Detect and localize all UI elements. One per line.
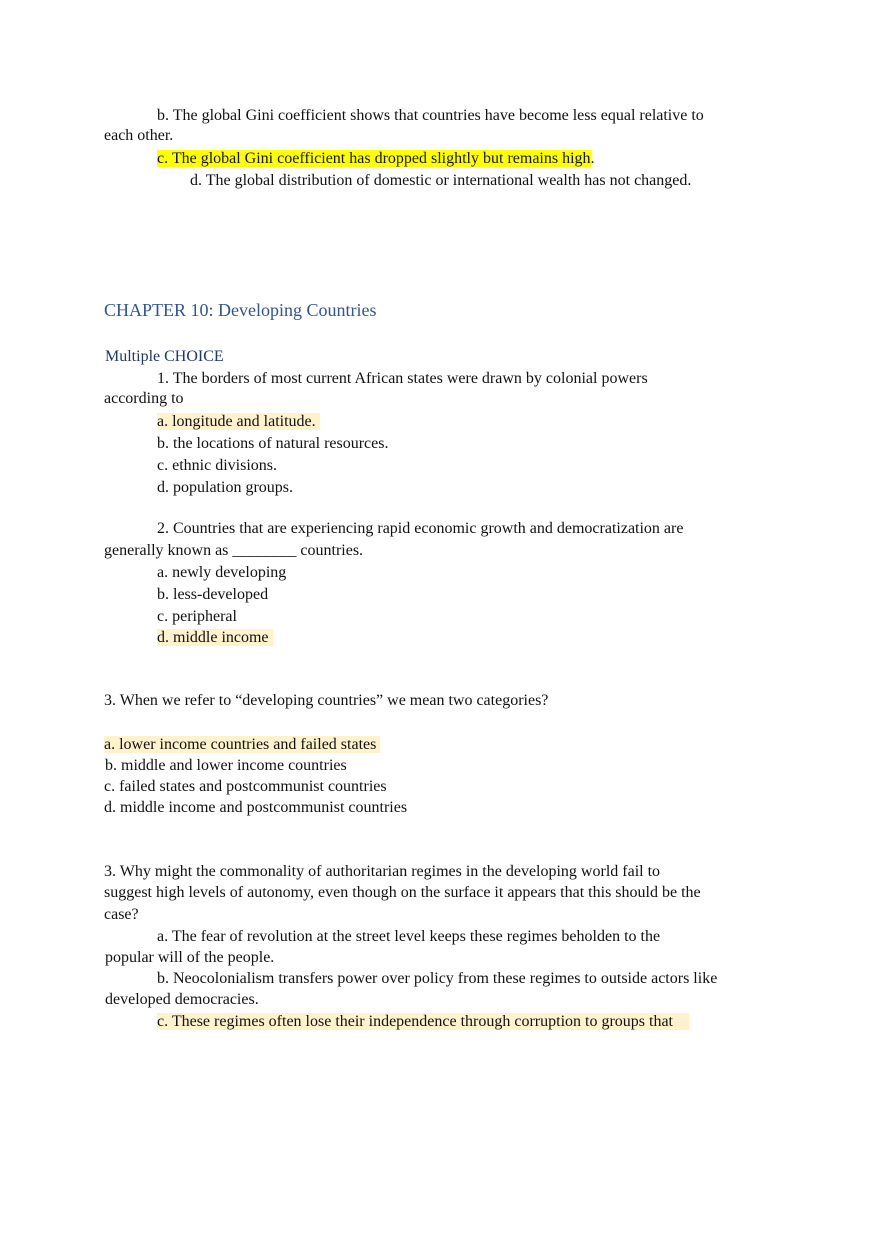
prev-option-d: d. The global distribution of domestic or international wealth has not changed. xyxy=(190,172,692,189)
q4-option-c-line1 xyxy=(157,1012,689,1032)
q1-option-c: c. ethnic divisions. xyxy=(157,457,277,474)
q2-option-d xyxy=(157,628,273,648)
q1-option-a xyxy=(157,412,320,432)
q4-stem-line3: case? xyxy=(104,906,139,923)
q3-option-c: c. failed states and postcommunist countries xyxy=(104,778,387,795)
prev-option-c-period: . xyxy=(590,150,595,167)
q1-answer-highlight: a. longitude and latitude. xyxy=(157,413,320,430)
q2-stem-line2: generally known as ________ countries. xyxy=(104,542,364,559)
prev-option-c xyxy=(157,149,595,169)
q2-option-b: b. less-developed xyxy=(157,586,269,603)
q1-option-b: b. the locations of natural resources. xyxy=(157,435,389,452)
q3-answer-highlight: a. lower income countries and failed states xyxy=(104,736,380,753)
q4-option-b-line1: b. Neocolonialism transfers power over policy from these regimes to outside actors like xyxy=(157,970,718,987)
q1-stem-line1: 1. The borders of most current African states were drawn by colonial powers xyxy=(157,370,648,387)
q4-option-a-line2: popular will of the people. xyxy=(105,949,275,966)
q1-option-d: d. population groups. xyxy=(157,479,293,496)
q3-option-d: d. middle income and postcommunist countries xyxy=(104,799,408,816)
q3-stem: 3. When we refer to “developing countries” we mean two categories? xyxy=(104,692,549,709)
q3-option-b: b. middle and lower income countries xyxy=(105,757,347,774)
q2-answer-highlight: d. middle income xyxy=(157,629,273,646)
q4-stem-line2: suggest high levels of autonomy, even though on the surface it appears that this should be the xyxy=(104,884,701,901)
q4-stem-line1: 3. Why might the commonality of authoritarian regimes in the developing world fail to xyxy=(104,863,661,880)
chapter-title: CHAPTER 10: Developing Countries xyxy=(104,300,377,320)
q4-answer-highlight: c. These regimes often lose their independence through corruption to groups that xyxy=(157,1013,689,1030)
q2-stem-line1: 2. Countries that are experiencing rapid economic growth and democratization are xyxy=(157,520,684,537)
prev-option-b-line1: b. The global Gini coefficient shows that countries have become less equal relative to xyxy=(157,107,704,124)
q4-option-b-line2: developed democracies. xyxy=(105,991,259,1008)
prev-option-c-highlight: c. The global Gini coefficient has dropped slightly but remains high xyxy=(157,150,591,167)
q3-option-a xyxy=(104,735,380,755)
q4-option-a-line1: a. The fear of revolution at the street level keeps these regimes beholden to the xyxy=(157,928,661,945)
section-heading: Multiple CHOICE xyxy=(105,348,224,365)
q1-stem-line2: according to xyxy=(104,390,184,407)
q2-option-c: c. peripheral xyxy=(157,608,237,625)
q2-option-a: a. newly developing xyxy=(157,564,287,581)
prev-option-b-line2: each other. xyxy=(104,127,174,144)
